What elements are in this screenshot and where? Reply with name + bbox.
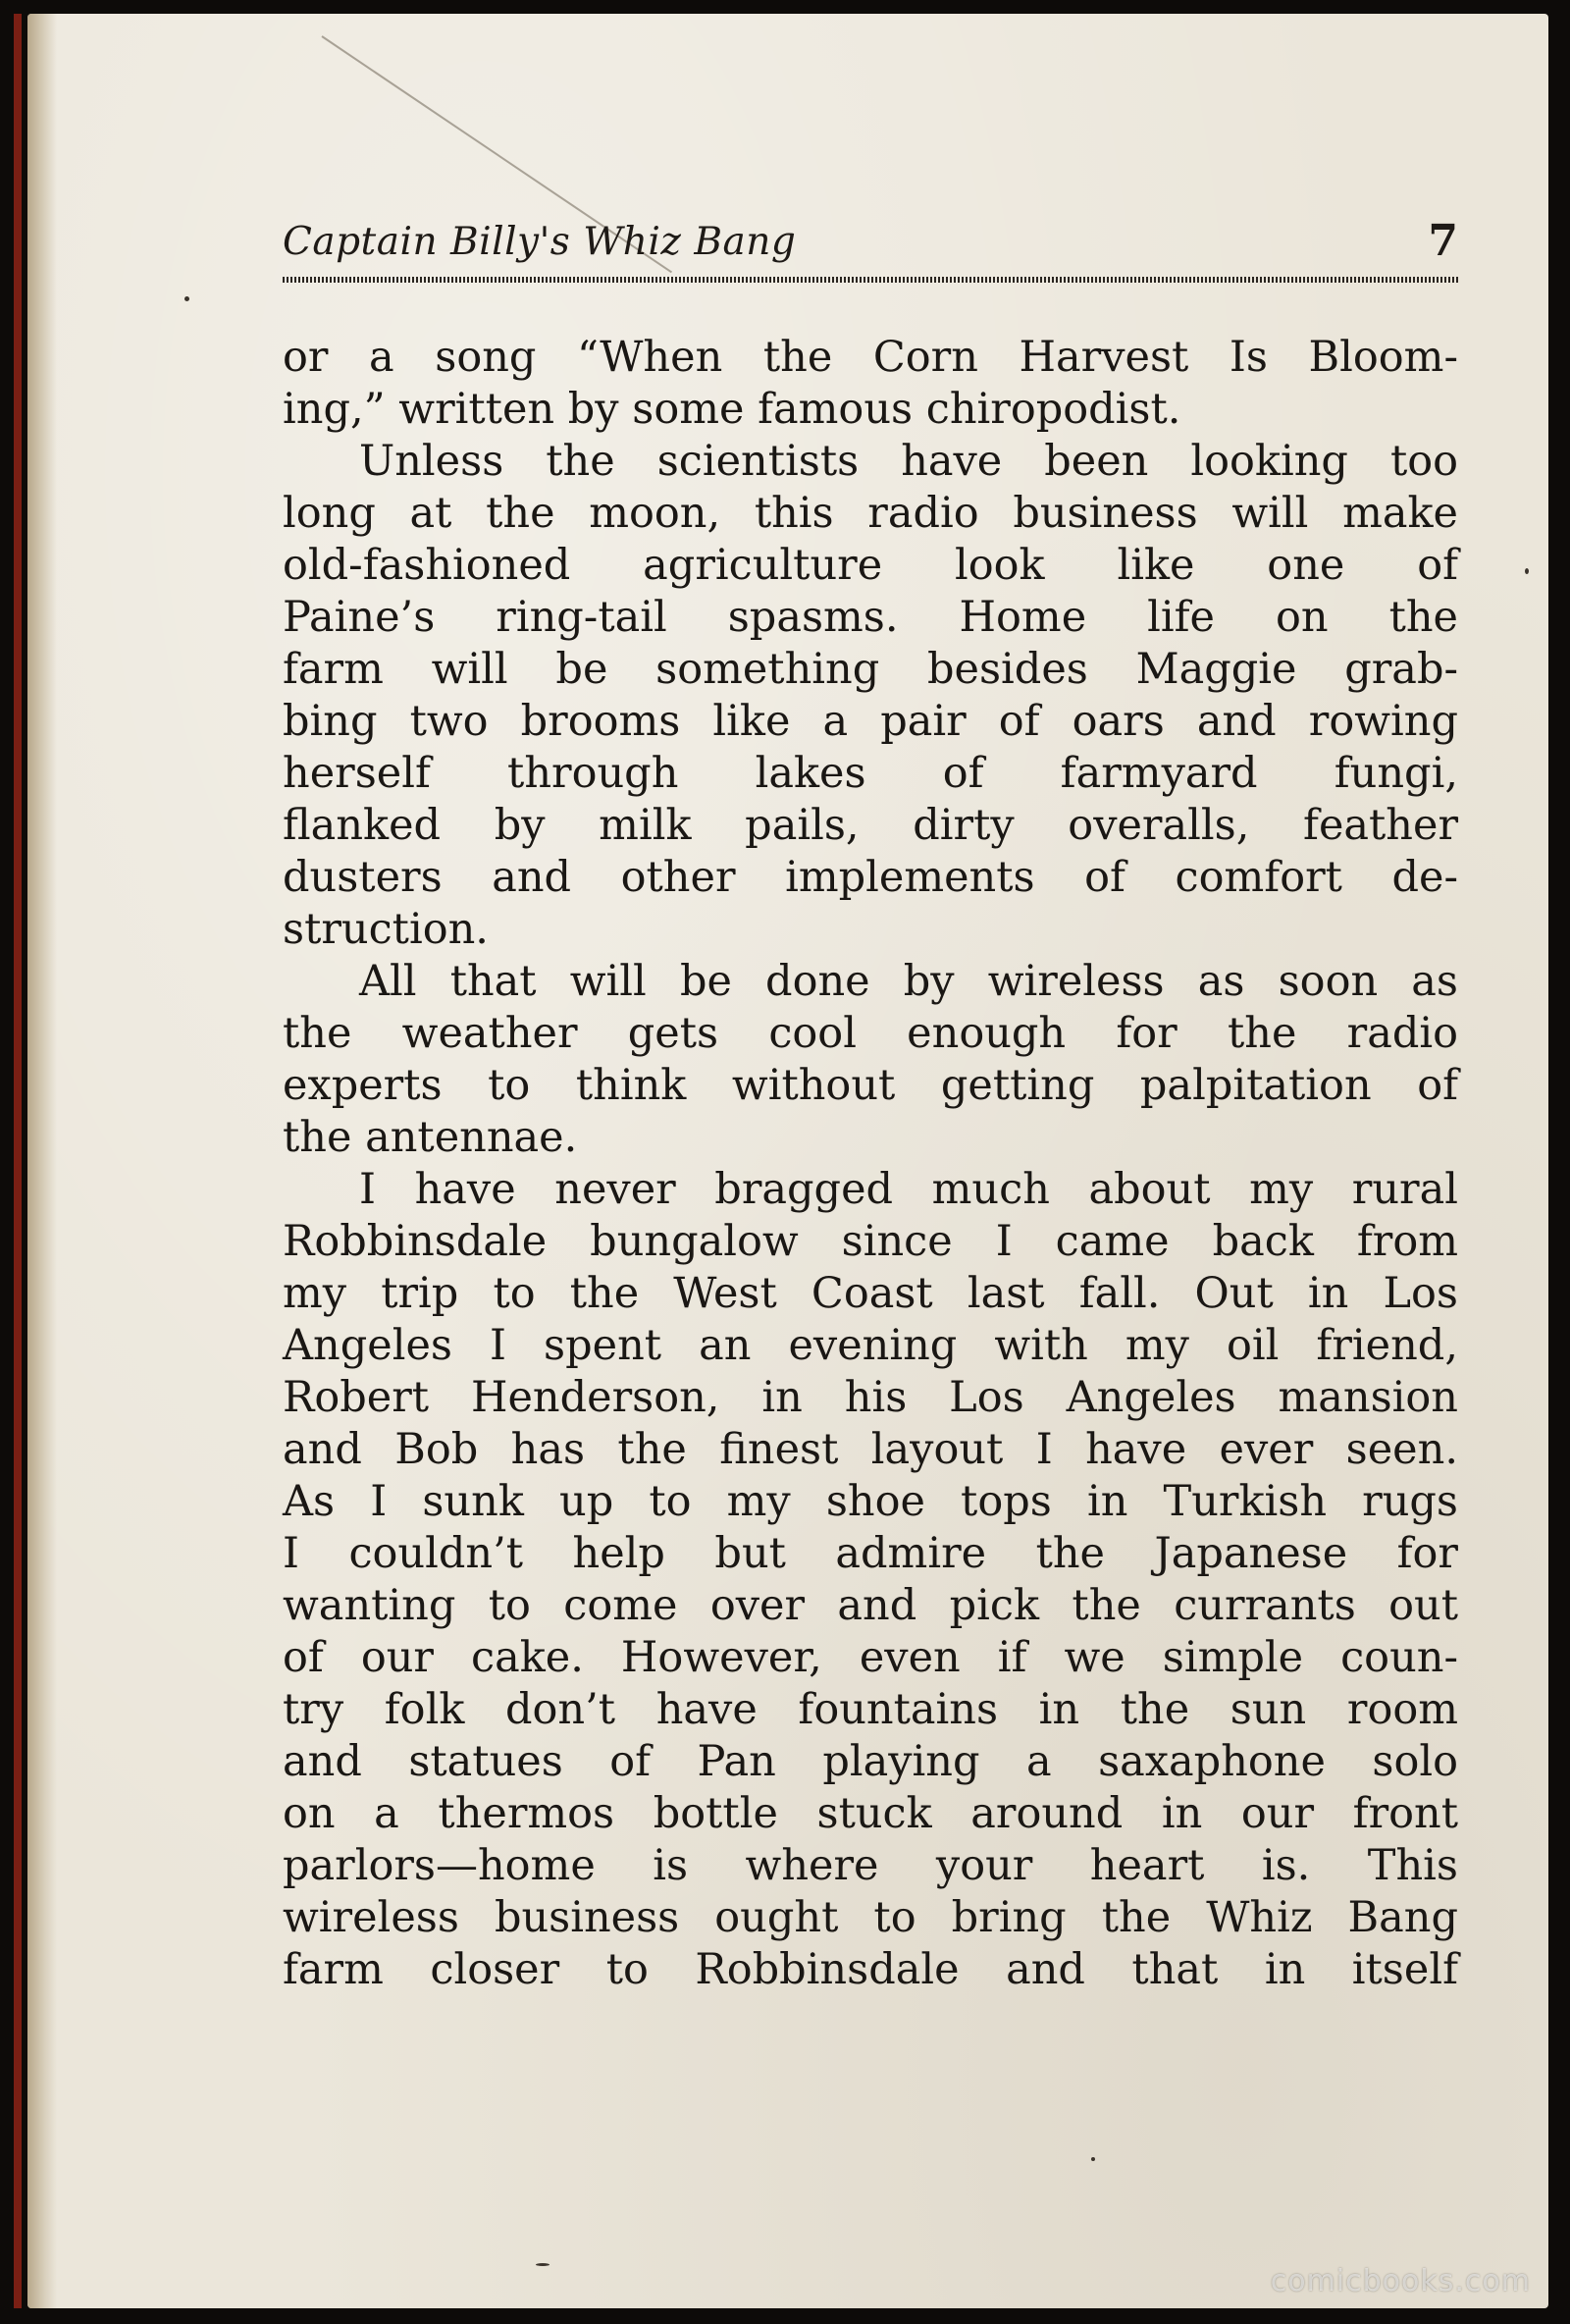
text-line: the weather gets cool enough for the radio — [283, 1009, 1458, 1058]
text-line: or a song “When the Corn Harvest Is Bloom- — [283, 333, 1458, 382]
paper-speck — [536, 2263, 550, 2266]
text-line: I couldn’t help but admire the Japanese for — [283, 1529, 1458, 1578]
text-line: my trip to the West Coast last fall. Out in Los — [283, 1269, 1458, 1318]
article-body — [283, 332, 1458, 1996]
text-line: parlors—home is where your heart is. This — [283, 1841, 1458, 1890]
text-line: farm will be something besides Maggie grab- — [283, 645, 1458, 694]
publication-title: Captain Billy's Whiz Bang — [283, 220, 797, 264]
text-line: the antennae. — [283, 1113, 578, 1162]
text-line: old-fashioned agriculture look like one of — [283, 541, 1458, 590]
text-line: long at the moon, this radio business will make — [283, 489, 1458, 538]
text-line: on a thermos bottle stuck around in our front — [283, 1789, 1458, 1838]
text-line: Robert Henderson, in his Los Angeles mansion — [283, 1373, 1458, 1422]
text-line: dusters and other implements of comfort de- — [283, 853, 1458, 902]
text-line: of our cake. However, even if we simple coun- — [283, 1633, 1458, 1682]
text-line: farm closer to Robbinsdale and that in itself — [283, 1945, 1458, 1994]
paper-speck — [1091, 2157, 1095, 2161]
site-watermark: comicbooks.com — [1270, 2264, 1531, 2298]
header-dotted-rule — [283, 277, 1458, 283]
text-line: try folk don’t have fountains in the sun room — [283, 1685, 1458, 1734]
text-line: Unless the scientists have been looking too — [359, 437, 1458, 486]
text-line: Paine’s ring-tail spasms. Home life on the — [283, 593, 1458, 642]
text-line: herself through lakes of farmyard fungi, — [283, 749, 1458, 798]
text-line: As I sunk up to my shoe tops in Turkish rugs — [283, 1477, 1458, 1526]
text-line: and Bob has the finest layout I have ever seen. — [283, 1425, 1458, 1474]
text-line: I have never bragged much about my rural — [359, 1165, 1458, 1214]
text-line: All that will be done by wireless as soon as — [359, 957, 1458, 1006]
text-line: bing two brooms like a pair of oars and rowing — [283, 697, 1458, 746]
page-gutter-shadow — [27, 14, 57, 2308]
binding-spine — [14, 14, 22, 2308]
text-line: wanting to come over and pick the currants out — [283, 1581, 1458, 1630]
text-line: struction. — [283, 905, 489, 954]
page-number: 7 — [1428, 216, 1458, 266]
text-line: flanked by milk pails, dirty overalls, feather — [283, 801, 1458, 850]
text-line: experts to think without getting palpitation of — [283, 1061, 1458, 1110]
text-line: wireless business ought to bring the Whiz Bang — [283, 1893, 1458, 1942]
text-line: and statues of Pan playing a saxaphone solo — [283, 1737, 1458, 1786]
text-line: Angeles I spent an evening with my oil friend, — [283, 1321, 1458, 1370]
text-line: Robbinsdale bungalow since I came back from — [283, 1217, 1458, 1266]
paper-speck — [1525, 568, 1529, 574]
text-line: ing,” written by some famous chiropodist. — [283, 385, 1181, 434]
running-header — [283, 216, 1458, 283]
paper-speck — [184, 296, 189, 301]
